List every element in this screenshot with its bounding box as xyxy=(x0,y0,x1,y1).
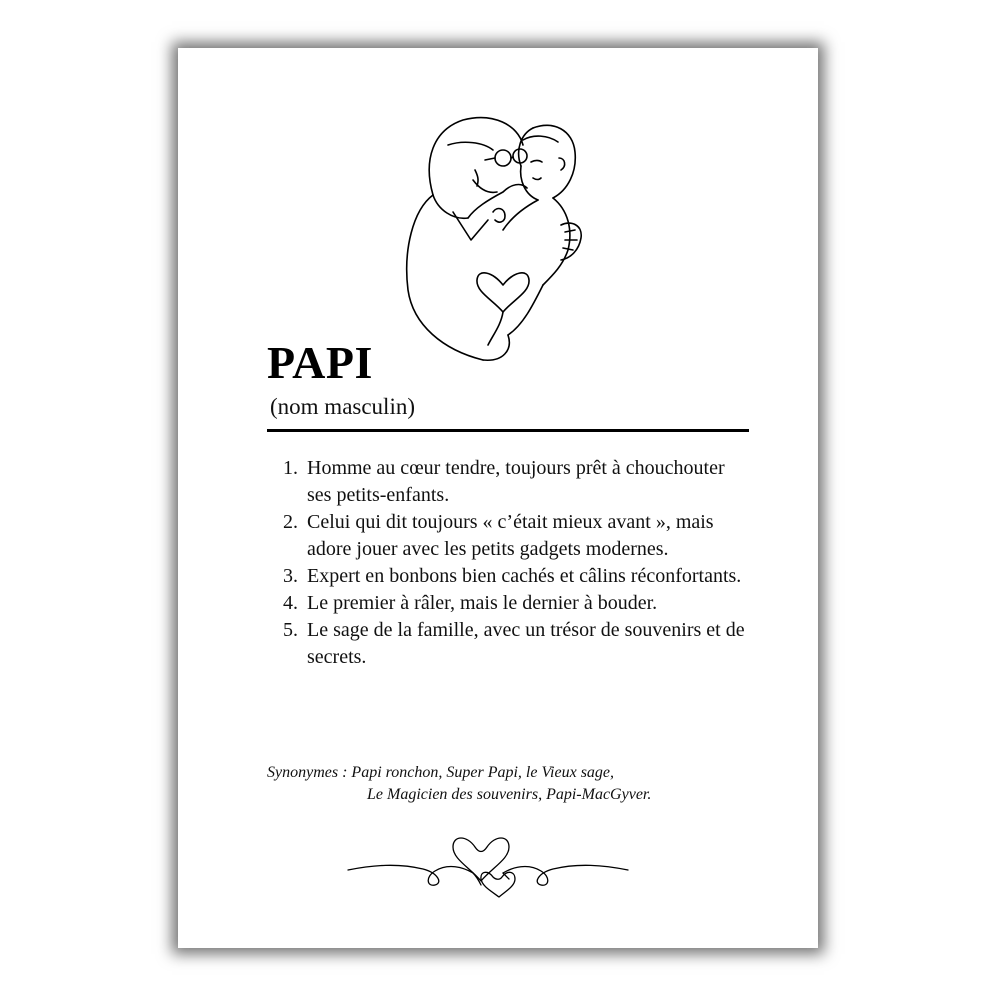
definition-text: Le sage de la famille, avec un trésor de souvenirs et de secrets. xyxy=(307,619,745,668)
synonyms-block xyxy=(267,762,747,806)
definition-text: Homme au cœur tendre, toujours prêt à chouchouter ses petits-enfants. xyxy=(307,457,725,506)
definition-item xyxy=(283,617,753,671)
grandfather-baby-illustration-icon xyxy=(393,100,613,370)
definition-item xyxy=(283,563,753,590)
definition-text: Expert en bonbons bien cachés et câlins réconfortants. xyxy=(307,565,742,587)
definition-text: Le premier à râler, mais le dernier à bouder. xyxy=(307,592,658,614)
definition-number: 3. xyxy=(283,565,298,587)
swirl-hearts-divider-icon xyxy=(343,825,633,900)
page-title: PAPI xyxy=(267,337,373,388)
definition-number: 5. xyxy=(283,619,298,641)
synonyms-line-2: Le Magicien des souvenirs, Papi-MacGyver. xyxy=(367,786,652,803)
definition-number: 2. xyxy=(283,511,298,533)
definition-item xyxy=(283,509,753,563)
word-class-label: (nom masculin) xyxy=(270,394,415,419)
definition-number: 1. xyxy=(283,457,298,479)
definition-item xyxy=(283,455,753,509)
definition-number: 4. xyxy=(283,592,298,614)
synonyms-line-1: Synonymes : Papi ronchon, Super Papi, le Vieux sage, xyxy=(267,764,615,781)
definition-list xyxy=(283,455,753,671)
definition-text: Celui qui dit toujours « c’était mieux avant », mais adore jouer avec les petits gadgets modernes. xyxy=(307,511,714,560)
title-divider xyxy=(267,429,749,432)
heart-icon xyxy=(477,273,529,312)
definition-item xyxy=(283,590,753,617)
